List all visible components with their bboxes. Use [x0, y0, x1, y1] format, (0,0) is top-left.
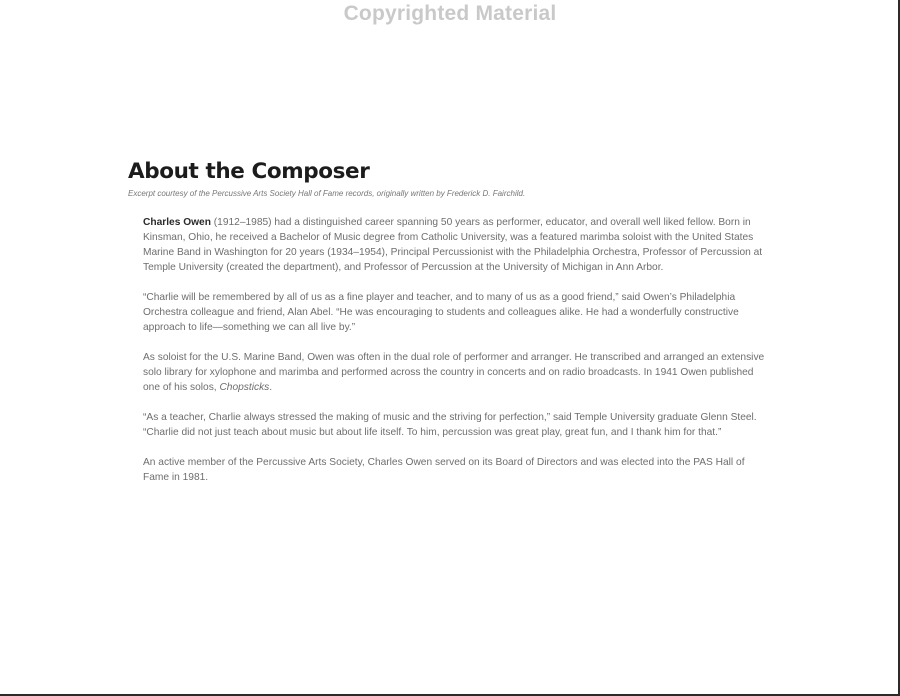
composer-name: Charles Owen	[143, 217, 211, 228]
paragraph-2: “Charlie will be remembered by all of us as a fine player and teacher, and to many of us as a good friend,” said Owen’s Philadelphia Orchestra colleague and friend, Alan Abel. “He was encouraging to students and colleagues alike. He had a wonderfully constructive approach to life—something we can all live by.”	[143, 292, 739, 333]
work-title: Chopsticks	[219, 382, 270, 393]
paragraph-1	[143, 215, 765, 275]
paragraph-5: An active member of the Percussive Arts Society, Charles Owen served on its Board of Directors and was elected into the PAS Hall of Fame in 1981.	[143, 457, 745, 483]
biography-text	[143, 215, 765, 500]
paragraph-3-text: As soloist for the U.S. Marine Band, Owen was often in the dual role of performer and arranger. He transcribed and arranged an extensive solo library for xylophone and marimba and performed across the country in concerts and on radio broadcasts. In 1941 Owen published one of his solos,	[143, 352, 765, 393]
page-title: About the Composer	[128, 159, 370, 184]
paragraph-3-end: .	[269, 382, 273, 393]
paragraph-4: “As a teacher, Charlie always stressed the making of music and the striving for perfection,” said Temple University graduate Glenn Steel. “Charlie did not just teach about music but about life itself. To him, percussion was great play, great fun, and I thank him for that.”	[143, 412, 757, 438]
excerpt-credit: Excerpt courtesy of the Percussive Arts Society Hall of Fame records, originally written by Frederick D. Fairchild.	[128, 189, 526, 198]
paragraph-3	[143, 350, 765, 395]
copyright-watermark: Copyrighted Material	[343, 2, 557, 25]
paragraph-1-text: (1912–1985) had a distinguished career spanning 50 years as performer, educator, and overall well liked fellow. Born in Kinsman, Ohio, he received a Bachelor of Music degree from Catholic University, was a featured marimba soloist with the United States Marine Band in Washington for 20 years (1934–1954), Principal Percussionist with the Philadelphia Orchestra, Professor of Percussion at Temple University (created the department), and Professor of Percussion at the University of Michigan in Ann Arbor.	[143, 217, 763, 273]
